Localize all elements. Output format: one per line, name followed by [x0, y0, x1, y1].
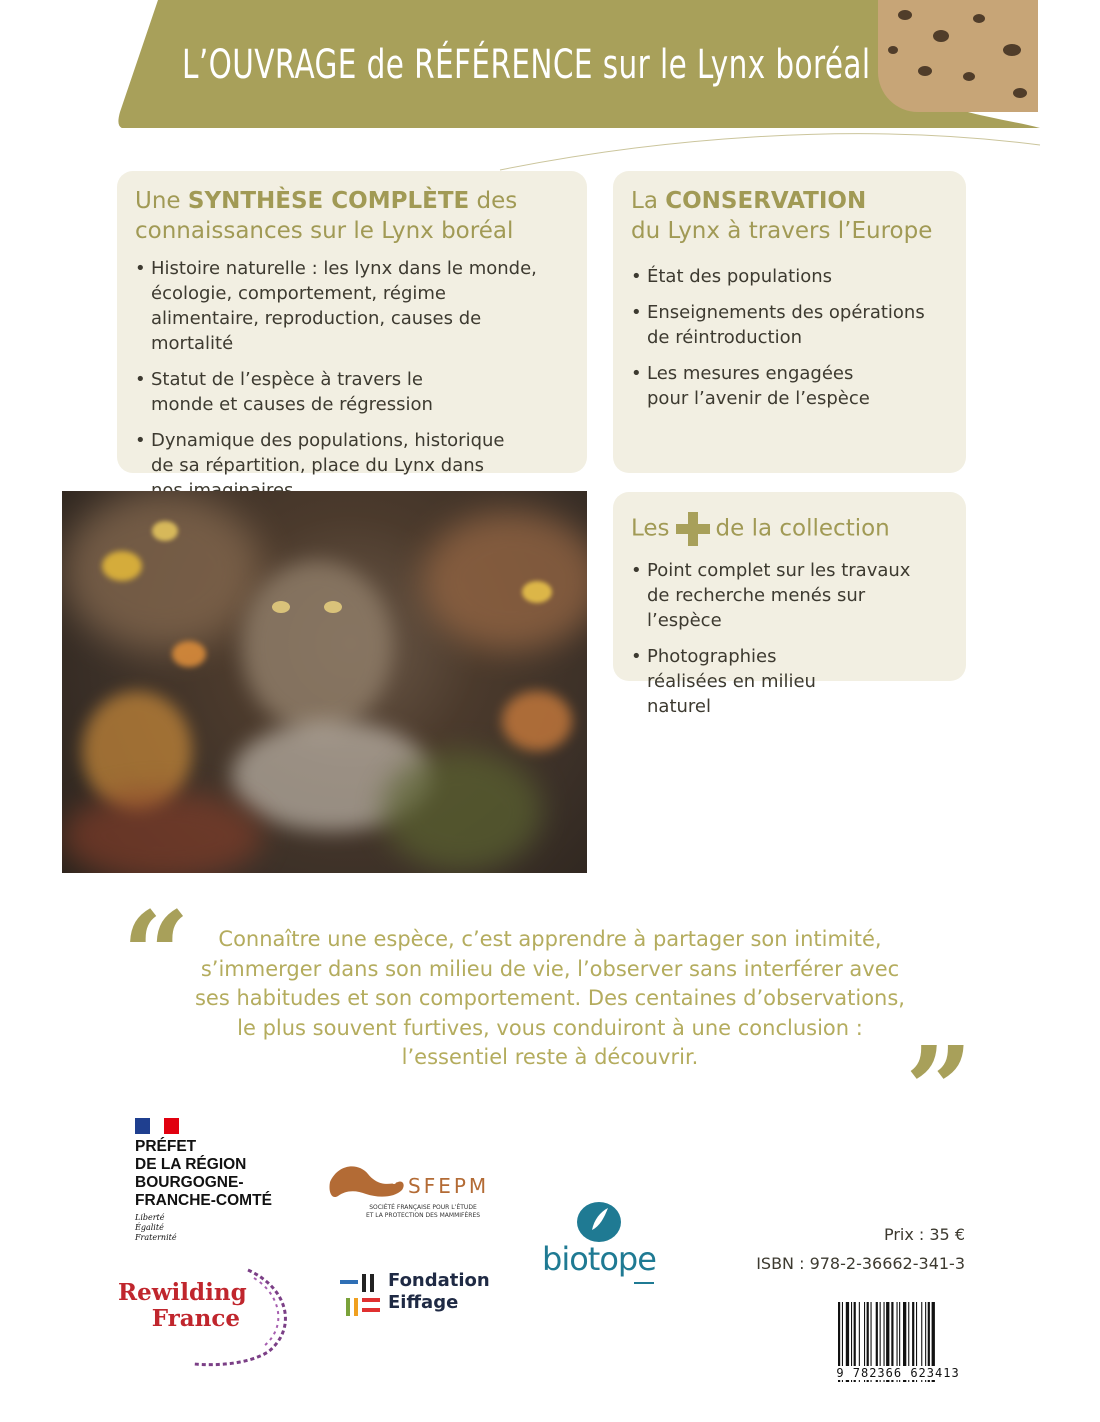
- list-item: • Les mesures engagées pour l’avenir de l’espèce: [631, 361, 877, 411]
- collection-title: Les de la collection: [631, 512, 951, 546]
- synthese-subtitle: connaissances sur le Lynx boréal: [135, 218, 514, 244]
- eiffage-logo: Fondation Eiffage: [340, 1270, 490, 1320]
- synthese-title: Une SYNTHÈSE COMPLÈTE des: [135, 188, 518, 214]
- list-item: • Statut de l’espèce à travers le monde et causes de régression: [135, 367, 476, 417]
- otter-icon: [328, 1160, 406, 1200]
- isbn-text: ISBN : 978-2-36662-341-3: [756, 1254, 965, 1273]
- eiffage-icon: [340, 1272, 384, 1318]
- list-item: • Dynamique des populations, historique de sa répartition, place du Lynx dans: [135, 428, 516, 503]
- list-item: • État des populations: [631, 264, 951, 289]
- barcode-number: 9 782366 623413: [828, 1366, 968, 1380]
- prefet-logo: PRÉFET DE LA RÉGION BOURGOGNE- FRANCHE-COMTÉ Liberté Égalité Fraternité: [135, 1118, 272, 1243]
- plus-icon: [676, 512, 710, 546]
- collection-box: [613, 492, 966, 717]
- collection-list: [631, 558, 951, 719]
- quote-open-icon: “: [122, 885, 190, 1024]
- conservation-list: [631, 264, 951, 411]
- lynx-photo: [62, 491, 587, 873]
- butterfly-icon: [574, 1200, 624, 1244]
- conservation-box: [613, 171, 966, 473]
- rewilding-logo: Rewilding France: [118, 1268, 308, 1368]
- synthese-box: [117, 171, 587, 476]
- conservation-title: La CONSERVATION: [631, 188, 867, 214]
- synthese-list: [135, 256, 575, 503]
- price-text: Prix : 35 €: [883, 1225, 965, 1244]
- list-item: • Photographies réalisées en milieu naturel: [631, 644, 862, 719]
- list-item: • Histoire naturelle : les lynx dans le monde, écologie, comportement, régime alimentaire, reproduction, causes de mortalité: [135, 256, 546, 356]
- conservation-subtitle: du Lynx à travers l’Europe: [631, 218, 933, 244]
- french-flag-icon: [135, 1118, 179, 1134]
- banner-title: L’OUVRAGE de RÉFÉRENCE sur le Lynx boréal: [182, 42, 871, 88]
- quote-text: Connaître une espèce, c’est apprendre à partager son intimité, s’immerger dans son milieu de vie, l’observer sans interférer avec ses habitudes et son comportement. Des centaines d’observations, le plus souvent furtives, vous conduiront à une conclusion : l’essentiel reste à découvrir.: [194, 927, 905, 1069]
- lynx-fur-image: [878, 0, 1038, 112]
- list-item: • Point complet sur les travaux de recherche menés sur l’espèce: [631, 558, 937, 633]
- quote-close-icon: ”: [905, 1020, 973, 1159]
- biotope-logo: biotope: [542, 1200, 657, 1290]
- list-item: • Enseignements des opérations de réintroduction: [631, 300, 932, 350]
